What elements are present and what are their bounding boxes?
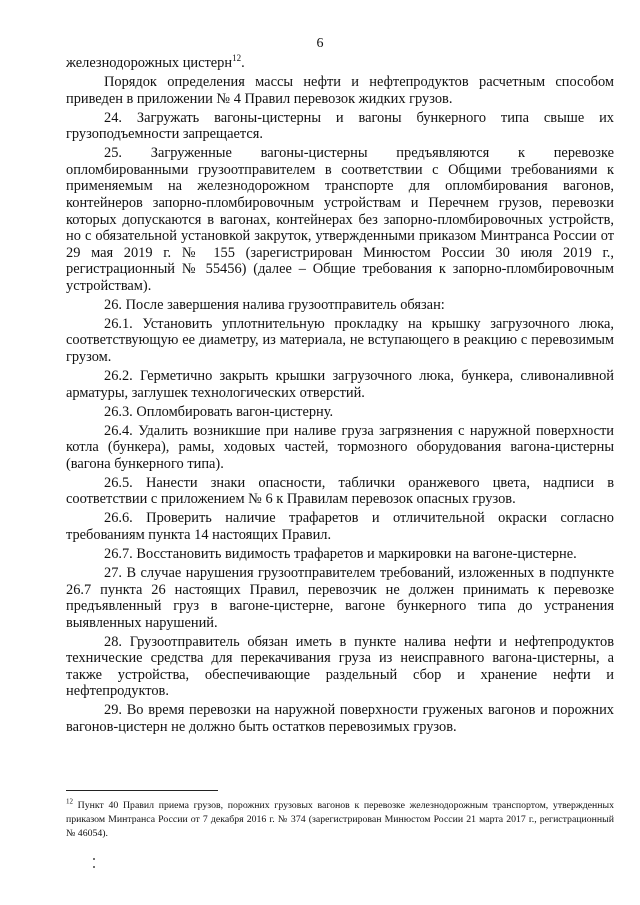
scan-artifact [93,858,95,860]
paragraph-mass-calculation: Порядок определения массы нефти и нефтепродуктов расчетным способом приведен в приложении № 4 Правил перевозок жидких грузов. [66,73,614,107]
footnote-reference: 12 [232,53,242,64]
paragraph-26-2: 26.2. Герметично закрыть крышки загрузочного люка, бункера, сливоналивной арматуры, заглушек технологических отверстий. [66,368,614,401]
paragraph-continuation [66,55,614,72]
paragraph-text: железнодорожных цистерн [66,55,233,71]
paragraph-26-1: 26.1. Установить уплотнительную прокладку на крышку загрузочного люка, соответствующую ее диаметру, из материала, не вступающего в реакцию с перевозимым грузом. [66,315,614,366]
paragraph-29: 29. Во время перевозки на наружной поверхности груженых вагонов и порожних вагонов-цистерн не должно быть остатков перевозимых грузов. [66,702,614,736]
paragraph-26-5: 26.5. Нанести знаки опасности, таблички оранжевого цвета, надписи в соответствии с приложением № 6 к Правилам перевозок опасных грузов. [66,474,614,508]
paragraph-26-7: 26.7. Восстановить видимость трафаретов и маркировки на вагоне-цистерне. [104,545,577,562]
paragraph-28: 28. Грузоотправитель обязан иметь в пункте налива нефти и нефтепродуктов технические средства для перекачивания груза из неисправного вагона-цистерны, а также устройства, обеспечивающие раздельный сбор и хранение нефти и нефтепродуктов. [66,633,614,700]
paragraph-24: 24. Загружать вагоны-цистерны и вагоны бункерного типа свыше их грузоподъемности запрещается. [66,109,614,143]
footnote-text: Пункт 40 Правил приема грузов, порожних грузовых вагонов к перевозке железнодорожным транспортом, утвержденных приказом Минтранса России от 7 декабря 2016 г. № 374 (зарегистрирован Минюстом России 21 марта 2017 г., регистрационный № 46054). [66,800,614,839]
footnote [66,799,614,841]
paragraph-25: 25. Загруженные вагоны-цистерны предъявляются к перевозке опломбированными грузоотправителем в соответствии с Общими требованиями к применяемым на железнодорожном транспорте для опломбирования вагонов, контейнеров запорно-пломбировочным устройствам и Перечнем грузов, перевозки которых допускаются в вагонах, контейнерах без запорно-пломбировочных устройств, но с обязательной установкой закруток, утвержденными приказом Минтранса России от 29 мая 2019 г. № 155 (зарегистрирован Минюстом России 30 июля 2019 г., регистрационный № 55456) (далее – Общие требования к запорно-пломбировочным устройствам). [66,145,614,294]
footnote-separator [66,790,218,791]
page-number: 6 [316,36,324,51]
paragraph-26: 26. После завершения налива грузоотправитель обязан: [104,296,445,313]
paragraph-26-6: 26.6. Проверить наличие трафаретов и отличительной окраски согласно требованиям пункта 14 настоящих Правил. [66,510,614,543]
paragraph-27: 27. В случае нарушения грузоотправителем требований, изложенных в подпункте 26.7 пункта 26 настоящих Правил, перевозчик не должен принимать к перевозке предъявленный груз в вагоне-цистерне, вагоне бункерного типа до устранения выявленных нарушений. [66,564,614,631]
footnote-marker: 12 [66,797,73,806]
paragraph-tail: . [241,55,245,71]
paragraph-26-3: 26.3. Опломбировать вагон-цистерну. [104,403,334,420]
scan-artifact [93,866,95,868]
body-text [66,55,614,738]
paragraph-26-4: 26.4. Удалить возникшие при наливе груза загрязнения с наружной поверхности котла (бункера), рамы, ходовых частей, тормозного оборудования вагона-цистерны (вагона бункерного типа). [66,422,614,472]
